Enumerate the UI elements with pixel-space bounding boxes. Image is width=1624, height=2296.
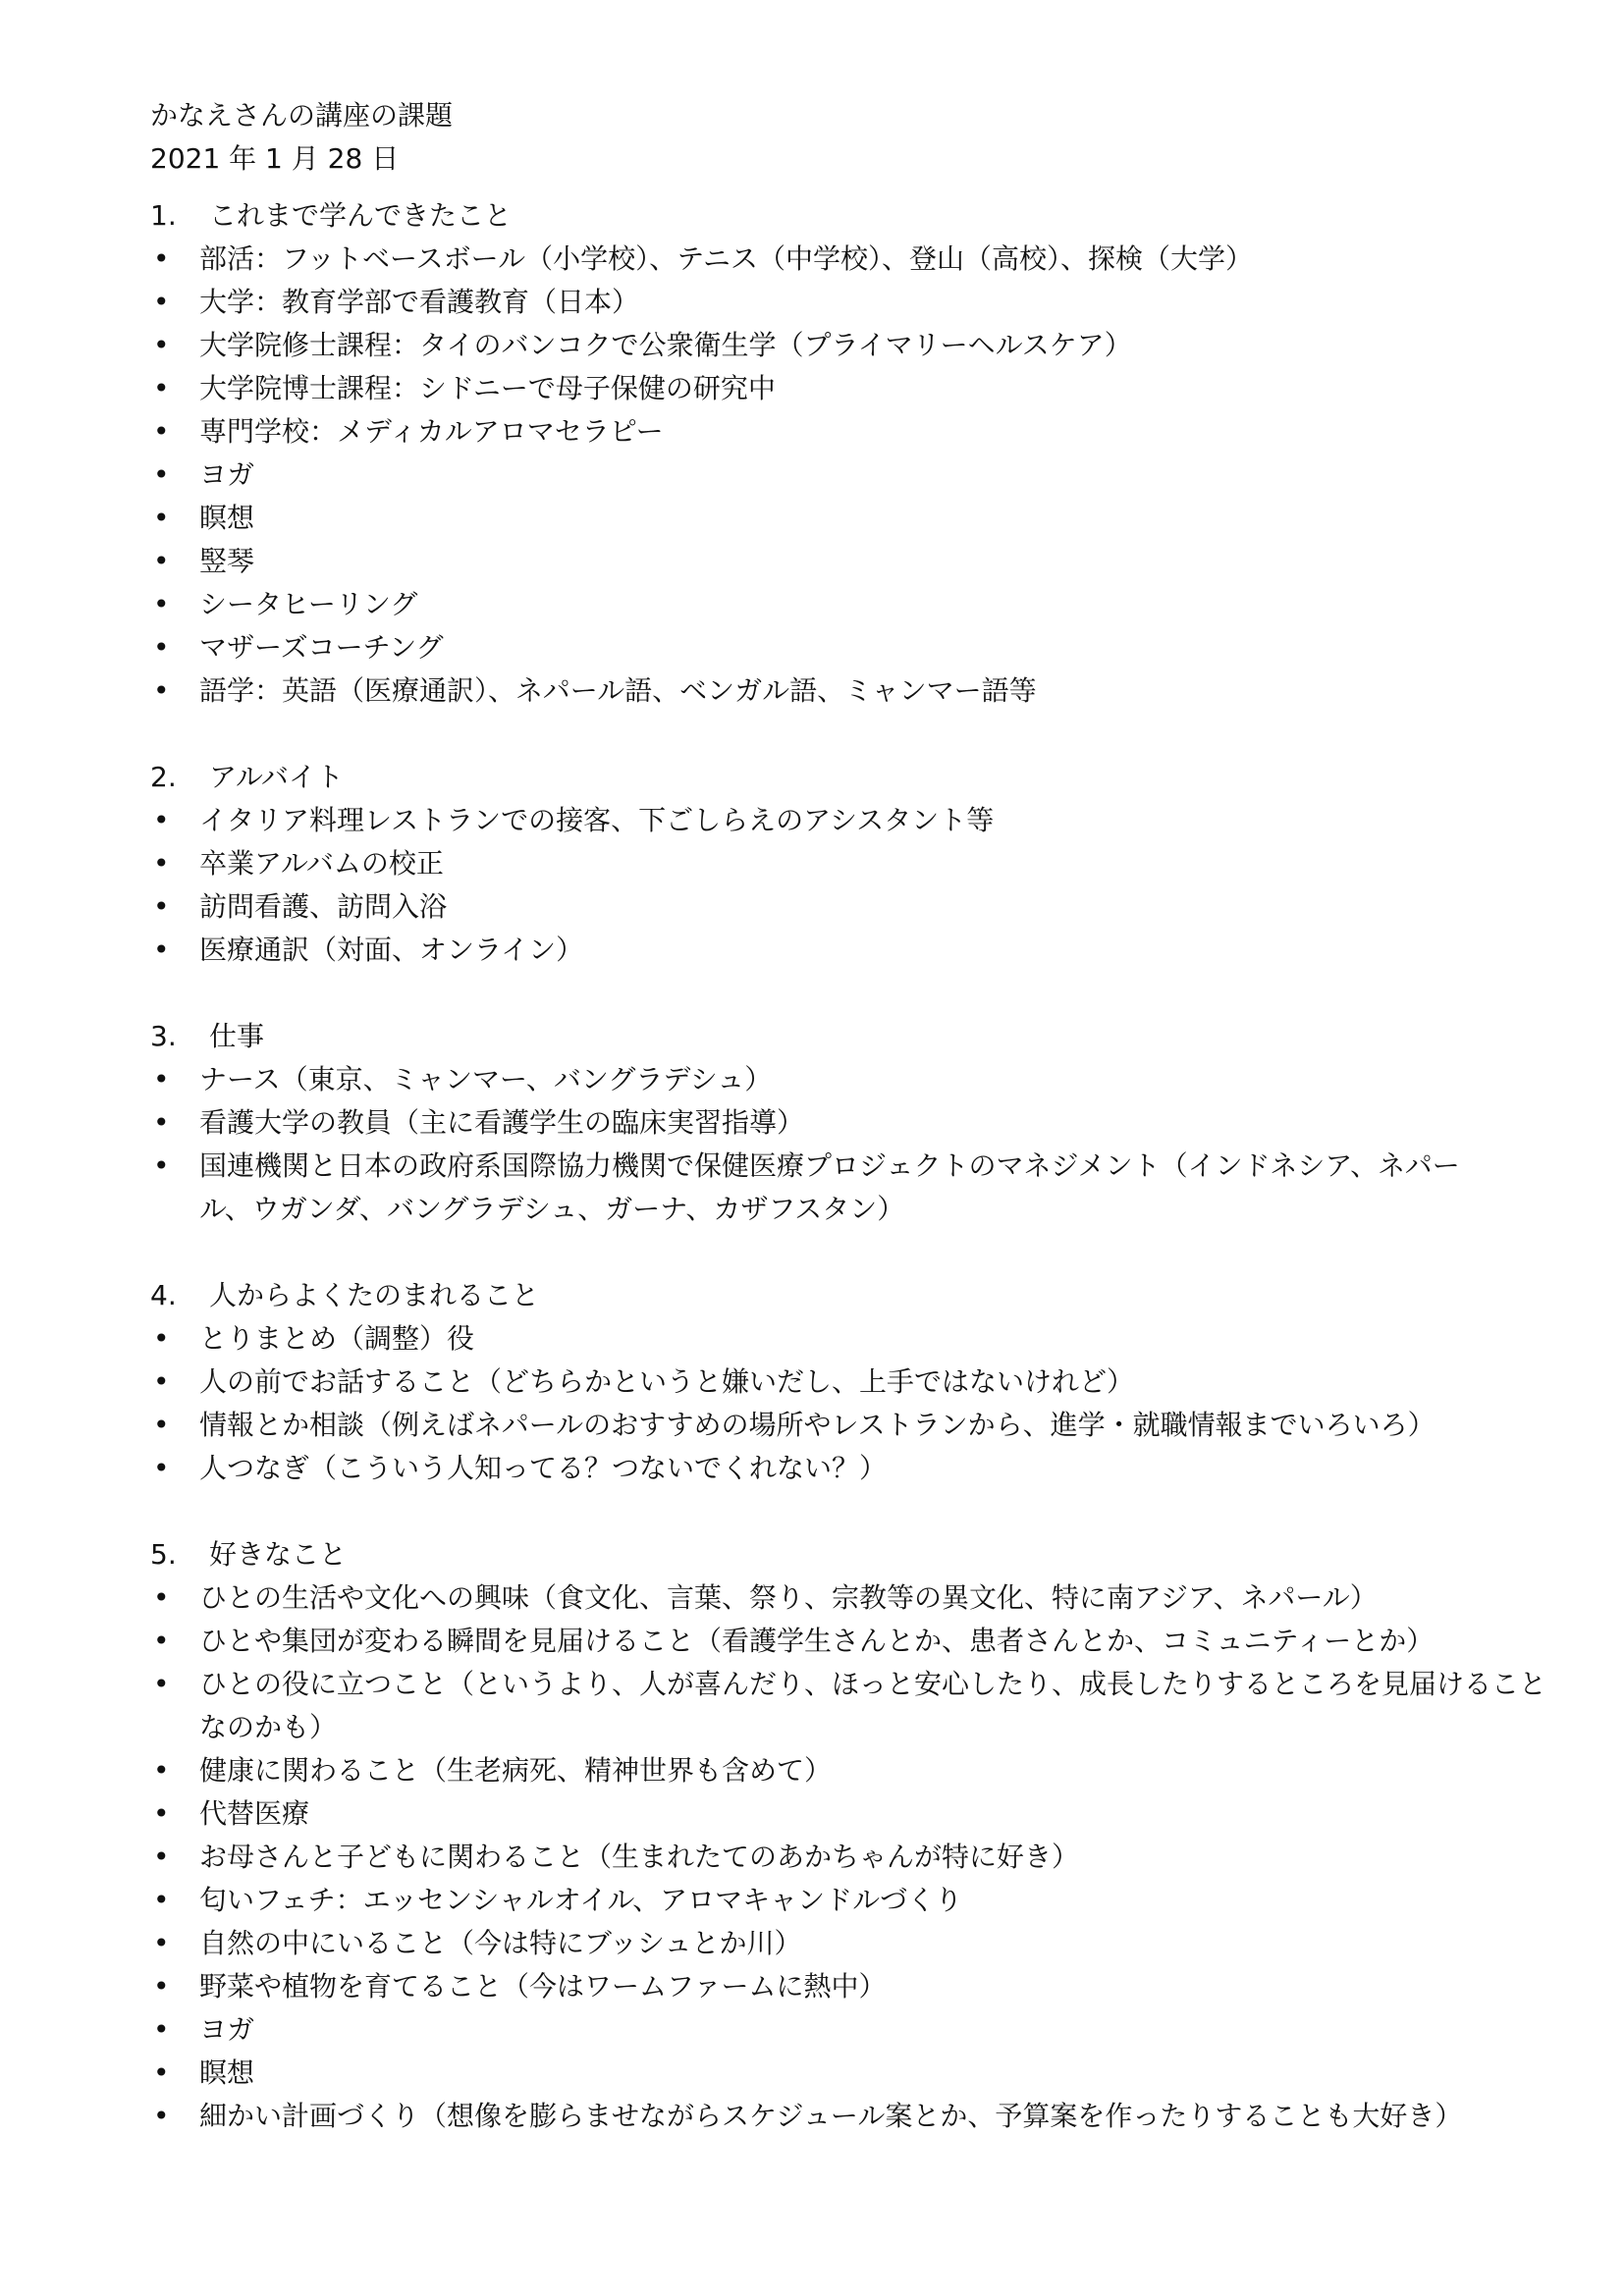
list-item — [150, 281, 1505, 324]
list-item-text: ひとの役に立つこと（というより、人が喜んだり、ほっと安心したり、成長したりするところを見届けること — [199, 1668, 1547, 1700]
list-item — [150, 367, 1505, 410]
bullet-icon: • — [153, 1365, 170, 1398]
bullet-icon: • — [153, 1927, 170, 1959]
list-item-text: お母さんと子どもに関わること（生まれたてのあかちゃんが特に好き） — [199, 1841, 1080, 1873]
bullet-icon: • — [153, 1970, 170, 2002]
bullet-icon: • — [153, 1106, 170, 1139]
document-date: 2021 年 1 月 28 日 — [150, 142, 400, 175]
section-title: 好きなこと — [209, 1538, 348, 1571]
list-item-text: 訪問看護、訪問入浴 — [199, 890, 448, 923]
document-title: かなえさんの講座の課題 — [150, 99, 454, 132]
bullet-icon: • — [153, 1581, 170, 1614]
list-item-text: 野菜や植物を育てること（今はワームファームに熱中） — [199, 1970, 887, 2002]
list-item-text: 健康に関わること（生老病死、精神世界も含めて） — [199, 1754, 833, 1787]
section-1 — [150, 194, 1505, 713]
list-item — [150, 885, 1505, 929]
list-item — [150, 1620, 1505, 1663]
list-item-text: 語学：英語（医療通訳）、ネパール語、ベンガル語、ミャンマー語等 — [199, 674, 1037, 707]
list-item — [150, 1879, 1505, 1922]
section-heading — [150, 1533, 1505, 1576]
list-item-text: 代替医療 — [199, 1797, 310, 1830]
list-item-text: 医療通訳（対面、オンライン） — [199, 934, 584, 966]
list-item — [150, 1404, 1505, 1447]
bullet-icon: • — [153, 1754, 170, 1787]
list-item — [150, 497, 1505, 540]
list-item-text: 瞑想 — [199, 2056, 255, 2089]
list-item — [150, 2052, 1505, 2095]
bullet-icon: • — [153, 372, 170, 404]
list-item-text: ひとや集団が変わる瞬間を見届けること（看護学生さんとか、患者さんとか、コミュニティーとか） — [199, 1625, 1435, 1657]
list-item — [150, 1058, 1505, 1101]
list-item — [150, 929, 1505, 972]
section-4 — [150, 1274, 1505, 1490]
list-item-text: 卒業アルバムの校正 — [199, 847, 444, 880]
bullet-icon: • — [153, 1797, 170, 1830]
list-item-text: 人の前でお話すること（どちらかというと嫌いだし、上手ではないけれど） — [199, 1365, 1135, 1398]
list-item-text: 国連機関と日本の政府系国際協力機関で保健医療プロジェクトのマネジメント（インドネシア、ネパー — [199, 1149, 1460, 1182]
list-item-text: 大学院博士課程：シドニーで母子保健の研究中 — [199, 372, 776, 404]
list-item — [150, 1792, 1505, 1836]
list-item-text: イタリア料理レストランでの接客、下ごしらえのアシスタント等 — [199, 804, 995, 836]
list-item-text: 細かい計画づくり（想像を膨らませながらスケジュール案とか、予算案を作ったりすることも大好き） — [199, 2100, 1463, 2132]
list-item-text: 自然の中にいること（今は特にブッシュとか川） — [199, 1927, 802, 1959]
list-item — [150, 1145, 1505, 1231]
bullet-icon: • — [153, 588, 170, 620]
section-heading — [150, 1274, 1505, 1317]
section-heading — [150, 756, 1505, 799]
list-item — [150, 2008, 1505, 2052]
list-item — [150, 799, 1505, 842]
list-item — [150, 1101, 1505, 1145]
bullet-icon: • — [153, 847, 170, 880]
list-item-text: とりまとめ（調整）役 — [199, 1322, 475, 1355]
section-3 — [150, 1015, 1505, 1231]
bullet-icon: • — [153, 242, 170, 275]
list-item-text: マザーズコーチング — [199, 631, 444, 664]
section-title: 仕事 — [209, 1020, 265, 1052]
bullet-icon: • — [153, 1149, 170, 1182]
sections-list — [150, 194, 1547, 2181]
section-5 — [150, 1533, 1547, 2138]
list-item-text: ヨガ — [199, 458, 255, 491]
list-item — [150, 238, 1505, 281]
list-item — [150, 1836, 1505, 1879]
list-item — [150, 842, 1505, 885]
section-heading — [150, 1015, 1505, 1058]
bullet-icon: • — [153, 329, 170, 361]
bullet-icon: • — [153, 1625, 170, 1657]
list-item-text: ひとの生活や文化への興味（食文化、言葉、祭り、宗教等の異文化、特に南アジア、ネパール） — [199, 1581, 1378, 1614]
list-item — [150, 1965, 1505, 2008]
document-header — [150, 94, 1505, 181]
section-number: 3. — [150, 1020, 177, 1052]
list-item — [150, 1447, 1505, 1490]
list-item-text: 匂いフェチ：エッセンシャルオイル、アロマキャンドルづくり — [199, 1884, 963, 1916]
list-item — [150, 410, 1505, 454]
bullet-icon: • — [153, 415, 170, 448]
list-item — [150, 540, 1505, 583]
list-item-text: ル、ウガンダ、バングラデシュ、ガーナ、カザフスタン） — [199, 1193, 905, 1225]
list-item-text: ヨガ — [199, 2013, 255, 2046]
list-item — [150, 1922, 1505, 1965]
bullet-icon: • — [153, 1409, 170, 1441]
list-item — [150, 1749, 1505, 1792]
list-item — [150, 583, 1505, 626]
list-item-text: 瞑想 — [199, 502, 255, 534]
section-number: 2. — [150, 761, 177, 793]
section-title: アルバイト — [209, 761, 344, 793]
list-item-text: 専門学校：メディカルアロマセラピー — [199, 415, 664, 448]
list-item-text: 大学：教育学部で看護教育（日本） — [199, 286, 640, 318]
bullet-icon: • — [153, 286, 170, 318]
bullet-icon: • — [153, 804, 170, 836]
list-item-text: ナース（東京、ミャンマー、バングラデシュ） — [199, 1063, 773, 1095]
list-item-text: 竪琴 — [199, 545, 255, 577]
bullet-icon: • — [153, 458, 170, 491]
section-number: 4. — [150, 1279, 177, 1311]
bullet-icon: • — [153, 674, 170, 707]
list-item — [150, 1663, 1547, 1749]
list-item-text: シータヒーリング — [199, 588, 418, 620]
bullet-icon: • — [153, 545, 170, 577]
bullet-icon: • — [153, 2100, 170, 2132]
section-heading — [150, 194, 1505, 238]
list-item — [150, 669, 1505, 713]
list-item-text: 部活：フットベースボール（小学校）、テニス（中学校）、登山（高校）、探検（大学） — [199, 242, 1253, 275]
bullet-icon: • — [153, 1452, 170, 1484]
section-number: 5. — [150, 1538, 177, 1571]
bullet-icon: • — [153, 502, 170, 534]
list-item — [150, 626, 1505, 669]
list-item — [150, 2095, 1505, 2138]
list-item — [150, 1576, 1505, 1620]
section-title: これまで学んできたこと — [209, 199, 513, 232]
list-item — [150, 324, 1505, 367]
bullet-icon: • — [153, 1841, 170, 1873]
list-item — [150, 454, 1505, 497]
bullet-icon: • — [153, 890, 170, 923]
list-item-text: なのかも） — [199, 1711, 338, 1743]
bullet-icon: • — [153, 1884, 170, 1916]
section-number: 1. — [150, 199, 177, 232]
bullet-icon: • — [153, 934, 170, 966]
list-item-text: 情報とか相談（例えばネパールのおすすめの場所やレストランから、進学・就職情報までいろいろ） — [199, 1409, 1435, 1441]
list-item-text: 看護大学の教員（主に看護学生の臨床実習指導） — [199, 1106, 805, 1139]
bullet-icon: • — [153, 1063, 170, 1095]
bullet-icon: • — [153, 2013, 170, 2046]
bullet-icon: • — [153, 2056, 170, 2089]
bullet-icon: • — [153, 631, 170, 664]
list-item — [150, 1317, 1505, 1361]
list-item — [150, 1361, 1505, 1404]
list-item-text: 人つなぎ（こういう人知ってる？つないでくれない？） — [199, 1452, 888, 1484]
section-title: 人からよくたのまれること — [209, 1279, 540, 1311]
bullet-icon: • — [153, 1668, 170, 1700]
bullet-icon: • — [153, 1322, 170, 1355]
section-2 — [150, 756, 1505, 972]
list-item-text: 大学院修士課程：タイのバンコクで公衆衛生学（プライマリーヘルスケア） — [199, 329, 1132, 361]
